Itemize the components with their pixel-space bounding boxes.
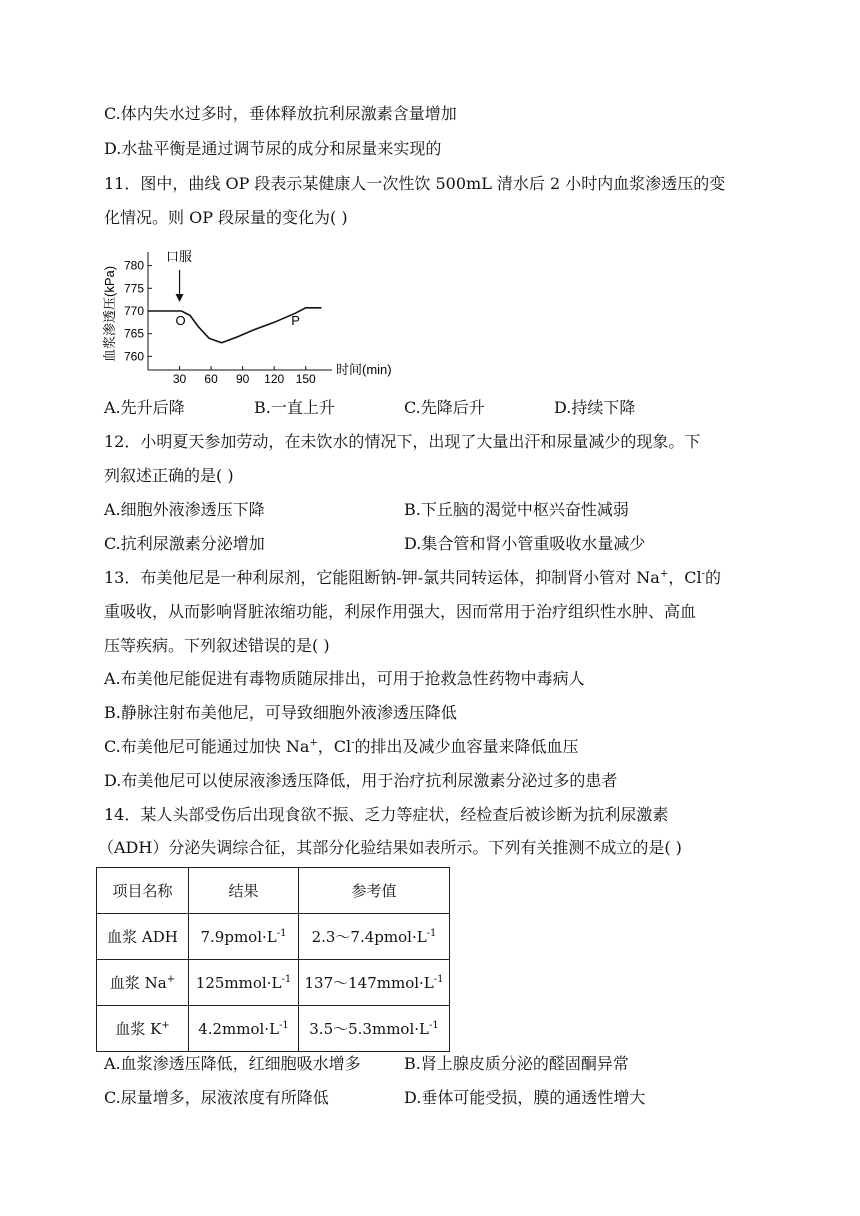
q11-option-a: A.先升后降 [104,398,185,417]
q13-option-d: D.布美他尼可以使尿液渗透压降低，用于治疗抗利尿激素分泌过多的患者 [104,771,618,790]
arrow-head [176,294,184,302]
y-axis-label: 血浆渗透压(kPa) [102,265,117,362]
q10-option-d: D.水盐平衡是通过调节尿的成分和尿量来实现的 [104,139,442,158]
osmotic-pressure-chart [100,244,420,384]
header-result: 结果 [189,868,299,914]
q14-option-c: C.尿量增多，尿液浓度有所降低 [104,1088,329,1107]
table-row [97,1006,450,1052]
q12-option-b: B.下丘脑的渴觉中枢兴奋性减弱 [404,500,629,519]
y-tick-label: 765 [123,326,144,341]
q14-stem-line2: （ADH）分泌失调综合征，其部分化验结果如表所示。下列有关推测不成立的是( ) [98,838,682,857]
row-reference: $3.5\sim 5.3mmol\cdot L^{-1}$ [299,1006,450,1052]
x-tick-label: 150 [295,372,316,384]
table-row [97,914,450,960]
q11-stem-line2: 化情况。则 OP 段尿量的变化为( ) [104,208,348,227]
q12-stem-line1: 12．小明夏天参加劳动，在未饮水的情况下，出现了大量出汗和尿量减少的现象。下 [104,432,701,451]
header-item: 项目名称 [97,868,189,914]
row-name: 血浆 Na+ [97,960,189,1006]
table-row [97,960,450,1006]
y-tick-label: 780 [123,258,144,273]
row-reference: $2.3\sim 7.4pmol\cdot L^{-1}$ [299,914,450,960]
q11-option-d: D.持续下降 [554,398,636,417]
row-name: 血浆 ADH [97,914,189,960]
row-reference: $137\sim 147mmol\cdot L^{-1}$ [299,960,450,1006]
q12-option-a: A.细胞外液渗透压下降 [104,500,265,519]
q11-option-b: B.一直上升 [254,398,335,417]
q14-option-b: B.肾上腺皮质分泌的醛固酮异常 [404,1054,629,1073]
oral-annotation: 口服 [166,249,193,264]
q10-option-c: C.体内失水过多时，垂体释放抗利尿激素含量增加 [104,104,457,123]
q13-option-a: A.布美他尼能促进有毒物质随尿排出，可用于抢救急性药物中毒病人 [104,669,585,688]
x-tick-label: 30 [172,372,187,384]
q13-stem-line1: 13．布美他尼是一种利尿剂，它能阻断钠-钾-氯共同转运体，抑制肾小管对 Na+，Cl-的 [104,568,721,587]
q13-stem-line2: 重吸收，从而影响肾脏浓缩功能，利尿作用强大，因而常用于治疗组织性水肿、高血 [104,602,697,621]
row-result: $125mmol\cdot L^{-1}$ [189,960,299,1006]
point-label-o: O [175,313,186,328]
x-axis-label: 时间(min) [336,362,392,377]
x-tick-label: 120 [264,372,285,384]
q12-stem-line2: 列叙述正确的是( ) [104,466,234,485]
q14-option-a: A.血浆渗透压降低，红细胞吸水增多 [104,1054,361,1073]
q12-option-c: C.抗利尿激素分泌增加 [104,534,265,553]
q12-option-d: D.集合管和肾小管重吸收水量减少 [404,534,646,553]
y-tick-label: 775 [123,281,144,296]
y-tick-label: 760 [123,349,144,364]
header-reference: 参考值 [299,868,450,914]
point-label-p: P [291,313,300,328]
q14-option-d: D.垂体可能受损，膜的通透性增大 [404,1088,646,1107]
y-tick-label: 770 [123,304,144,318]
q13-stem-line3: 压等疾病。下列叙述错误的是( ) [104,636,330,655]
table-header-row [97,868,450,914]
q13-option-c: C.布美他尼可能通过加快 Na+，Cl-的排出及减少血容量来降低血压 [104,737,579,756]
q14-stem-line1: 14．某人头部受伤后出现食欲不振、乏力等症状，经检查后被诊断为抗利尿激素 [104,805,669,824]
x-tick-label: 90 [235,372,250,384]
q11-option-c: C.先降后升 [404,398,485,417]
row-result: $7.9pmol\cdot L^{-1}$ [189,914,299,960]
x-tick-label: 60 [204,372,218,384]
lab-results-table [96,867,450,1052]
row-result: $4.2mmol\cdot L^{-1}$ [189,1006,299,1052]
q13-option-b: B.静脉注射布美他尼，可导致细胞外液渗透压降低 [104,703,457,722]
q11-stem-line1: 11．图中，曲线 OP 段表示某健康人一次性饮 500mL 清水后 2 小时内血浆渗透压的变 [104,174,726,193]
row-name: 血浆 K+ [97,1006,189,1052]
